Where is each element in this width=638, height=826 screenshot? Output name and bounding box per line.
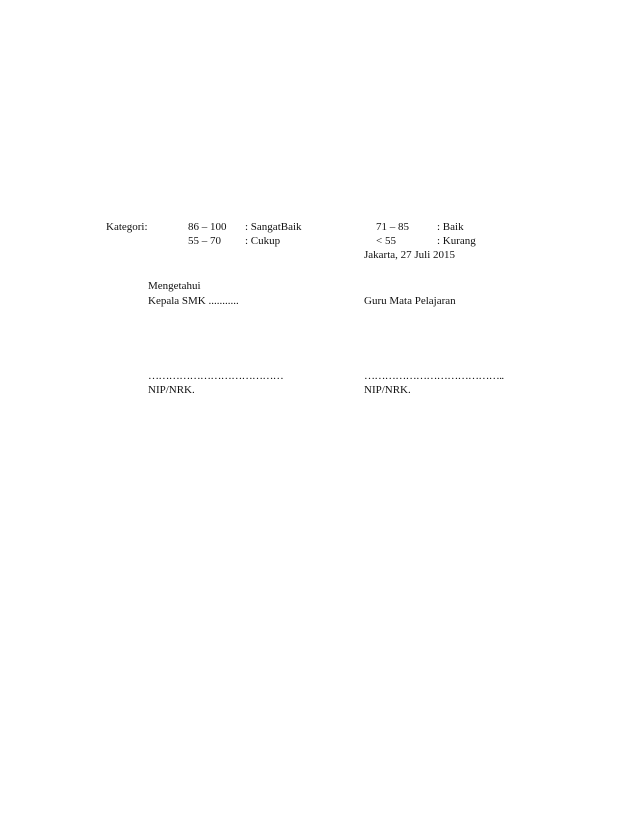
left-signature-line1: Mengetahui (148, 280, 201, 292)
right-signature-line: ………………………………….. (364, 370, 504, 382)
kategori-desc-kurang: : Kurang (437, 235, 476, 247)
kategori-range-71-85: 71 – 85 (376, 221, 409, 233)
kategori-desc-baik: : Baik (437, 221, 464, 233)
kategori-desc-sangat-baik: : SangatBaik (245, 221, 302, 233)
left-signature-line: ………………………………… (148, 370, 284, 382)
kategori-desc-cukup: : Cukup (245, 235, 281, 247)
right-signature-nip: NIP/NRK. (364, 384, 411, 396)
kategori-range-55-70: 55 – 70 (188, 235, 221, 247)
kategori-range-86-100: 86 – 100 (188, 221, 227, 233)
left-signature-title: Kepala SMK ........... (148, 295, 239, 307)
right-signature-title: Guru Mata Pelajaran (364, 295, 456, 307)
place-date: Jakarta, 27 Juli 2015 (364, 249, 456, 261)
left-signature-nip: NIP/NRK. (148, 384, 195, 396)
kategori-label: Kategori: (106, 221, 148, 233)
kategori-range-under-55: < 55 (376, 235, 396, 247)
